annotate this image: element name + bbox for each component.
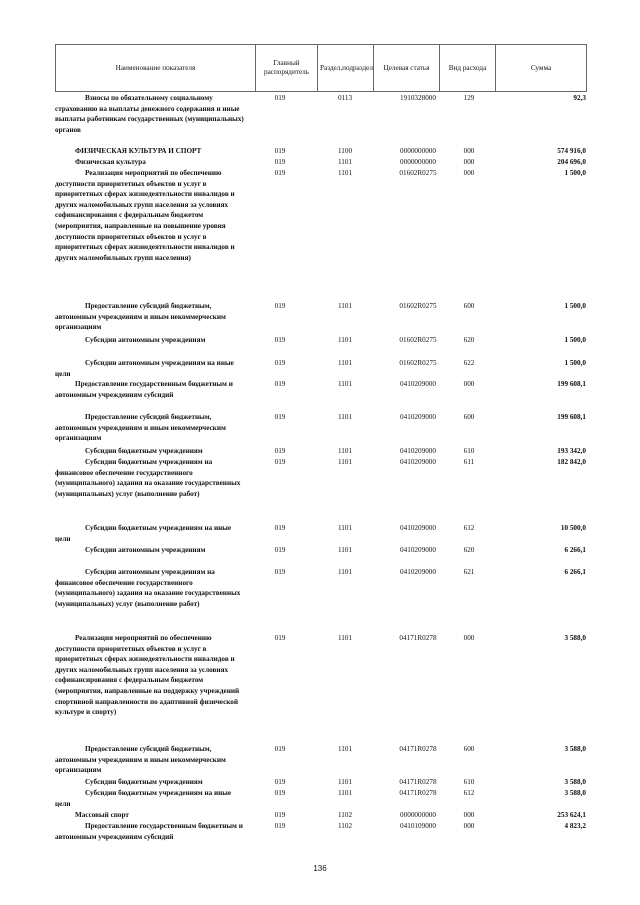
row-manager: 019 — [274, 359, 286, 367]
row-name: Субсидии бюджетным учреждениям — [85, 778, 203, 786]
row-manager: 019 — [274, 546, 286, 554]
row-name: Массовый спорт — [75, 811, 129, 819]
row-name: Реализация мероприятий по обеспечению доступности приоритетных объектов и услуг в приоритетных сферах жизнедеятельности инвалидов и других маломобильных групп населения за условиях софинансирования с федеральным бюджетом (мероприятия, направленные на повышение уровня доступности приоритетных объектов и услуг в приоритетных сферах жизнедеятельности инвалидов и других маломобильных групп населения) — [55, 169, 235, 262]
row-name: Субсидии автономным учреждениям на финансовое обеспечение государственного (муниципального) задания на оказание государственных (муниципальных) услуг (выполнение работ) — [55, 568, 241, 608]
row-type: 000 — [463, 822, 475, 830]
row-manager: 019 — [274, 745, 286, 753]
row-manager: 019 — [274, 458, 286, 466]
row-sum: 3 588,0 — [564, 745, 586, 753]
row-type: 000 — [463, 158, 475, 166]
row-name: Физическая культура — [75, 158, 146, 166]
row-type: 620 — [463, 546, 475, 554]
row-type: 611 — [463, 458, 475, 466]
header-target: Целевая статья — [374, 45, 440, 92]
row-target: 0000000000 — [400, 158, 436, 166]
row-target: 0410209000 — [400, 568, 436, 576]
row-section: 1101 — [337, 336, 353, 344]
row-sum: 10 500,0 — [560, 524, 586, 532]
row-manager: 019 — [274, 568, 286, 576]
row-type: 000 — [463, 634, 475, 642]
row-target: 04171R0278 — [399, 778, 437, 786]
header-type: Вид расхода — [440, 45, 496, 92]
row-manager: 019 — [274, 778, 286, 786]
row-sum: 1 500,0 — [564, 336, 586, 344]
row-target: 01602R0275 — [399, 359, 437, 367]
row-name: Субсидии бюджетным учреждениям на иные цели — [55, 789, 232, 808]
row-target: 0410209000 — [400, 380, 436, 388]
row-target: 01602R0275 — [399, 336, 437, 344]
row-target: 01602R0275 — [399, 302, 437, 310]
row-section: 1101 — [337, 789, 353, 797]
header-sum: Сумма — [496, 45, 587, 92]
row-type: 000 — [463, 811, 475, 819]
row-section: 1101 — [337, 524, 353, 532]
row-sum: 3 588,0 — [564, 789, 586, 797]
row-type: 000 — [463, 147, 475, 155]
row-name: Субсидии автономным учреждениям — [85, 336, 206, 344]
row-type: 000 — [463, 169, 475, 177]
row-section: 1101 — [337, 302, 353, 310]
row-manager: 019 — [274, 822, 286, 830]
row-name: Взносы по обязательному социальному страхованию на выплаты денежного содержания и иные выплаты работникам государственных (муниципальных) органов — [55, 94, 244, 134]
row-name: Предоставление государственным бюджетным и автономным учреждениям субсидий — [55, 380, 233, 399]
row-type: 000 — [463, 380, 475, 388]
row-name: ФИЗИЧЕСКАЯ КУЛЬТУРА И СПОРТ — [75, 147, 202, 155]
row-target: 0410209000 — [400, 524, 436, 532]
row-sum: 3 588,0 — [564, 634, 586, 642]
row-section: 1102 — [337, 822, 353, 830]
header-section: Раздел,подраздел — [318, 45, 374, 92]
row-type: 622 — [463, 359, 475, 367]
row-section: 1101 — [337, 447, 353, 455]
row-section: 0113 — [337, 94, 353, 102]
row-target: 1910328000 — [400, 94, 436, 102]
row-sum: 6 266,1 — [564, 568, 586, 576]
row-target: 0000000000 — [400, 147, 436, 155]
row-section: 1101 — [337, 169, 353, 177]
row-section: 1102 — [337, 811, 353, 819]
row-section: 1101 — [337, 568, 353, 576]
row-name: Субсидии бюджетным учреждениям на финансовое обеспечение государственного (муниципального) задания на оказание государственных (муниципальных) услуг (выполнение работ) — [55, 458, 241, 498]
row-section: 1101 — [337, 413, 353, 421]
table-header — [55, 44, 587, 92]
row-section: 1101 — [337, 778, 353, 786]
row-sum: 574 916,0 — [557, 147, 586, 155]
row-type: 600 — [463, 413, 475, 421]
row-section: 1101 — [337, 634, 353, 642]
row-section: 1101 — [337, 359, 353, 367]
row-target: 0410209000 — [400, 546, 436, 554]
row-section: 1101 — [337, 458, 353, 466]
row-manager: 019 — [274, 634, 286, 642]
row-manager: 019 — [274, 158, 286, 166]
row-manager: 019 — [274, 147, 286, 155]
row-target: 0000000000 — [400, 811, 436, 819]
row-name: Предоставление государственным бюджетным и автономным учреждениям субсидий — [55, 822, 243, 841]
row-manager: 019 — [274, 302, 286, 310]
row-target: 0410209000 — [400, 458, 436, 466]
row-manager: 019 — [274, 336, 286, 344]
row-manager: 019 — [274, 413, 286, 421]
header-manager: Главный распорядитель — [256, 45, 318, 92]
row-target: 04171R0278 — [399, 745, 437, 753]
row-sum: 193 342,0 — [557, 447, 586, 455]
row-target: 04171R0278 — [399, 634, 437, 642]
row-name: Субсидии автономным учреждениям — [85, 546, 206, 554]
row-sum: 204 696,0 — [557, 158, 586, 166]
row-section: 1100 — [337, 147, 353, 155]
row-sum: 253 624,1 — [557, 811, 586, 819]
row-manager: 019 — [274, 447, 286, 455]
row-manager: 019 — [274, 789, 286, 797]
row-sum: 1 500,0 — [564, 169, 586, 177]
row-sum: 1 500,0 — [564, 359, 586, 367]
row-manager: 019 — [274, 380, 286, 388]
row-type: 612 — [463, 789, 475, 797]
row-section: 1101 — [337, 745, 353, 753]
row-type: 621 — [463, 568, 475, 576]
row-section: 1101 — [337, 158, 353, 166]
row-sum: 199 608,1 — [557, 413, 586, 421]
row-name: Субсидии автономным учреждениям на иные цели — [55, 359, 234, 378]
row-type: 129 — [463, 94, 475, 102]
row-target: 0410209000 — [400, 413, 436, 421]
row-manager: 019 — [274, 524, 286, 532]
row-sum: 3 588,0 — [564, 778, 586, 786]
row-target: 04171R0278 — [399, 789, 437, 797]
row-type: 600 — [463, 302, 475, 310]
row-target: 01602R0275 — [399, 169, 437, 177]
row-sum: 4 823,2 — [564, 822, 586, 830]
row-type: 600 — [463, 745, 475, 753]
row-name: Субсидии бюджетным учреждениям — [85, 447, 203, 455]
row-section: 1101 — [337, 380, 353, 388]
row-name: Предоставление субсидий бюджетным, автономным учреждениям и иным некоммерческим организациям — [55, 302, 226, 332]
row-section: 1101 — [337, 546, 353, 554]
row-manager: 019 — [274, 811, 286, 819]
row-type: 612 — [463, 524, 475, 532]
row-name: Субсидии бюджетным учреждениям на иные цели — [55, 524, 232, 543]
row-sum: 199 608,1 — [557, 380, 586, 388]
row-sum: 92,3 — [573, 94, 586, 102]
row-target: 0410209000 — [400, 447, 436, 455]
row-manager: 019 — [274, 94, 286, 102]
row-sum: 1 500,0 — [564, 302, 586, 310]
page-number: 136 — [313, 864, 327, 873]
header-name: Наименование показателя — [56, 45, 256, 92]
row-manager: 019 — [274, 169, 286, 177]
row-type: 610 — [463, 447, 475, 455]
row-name: Предоставление субсидий бюджетным, автономным учреждениям и иным некоммерческим организациям — [55, 745, 226, 775]
row-target: 0410109000 — [400, 822, 436, 830]
row-type: 620 — [463, 336, 475, 344]
row-type: 610 — [463, 778, 475, 786]
row-sum: 6 266,1 — [564, 546, 586, 554]
row-name: Реализация мероприятий по обеспечению доступности приоритетных объектов и услуг в приоритетных сферах жизнедеятельности инвалидов и других маломобильных групп населения за условиях софинансирования с федеральным бюджетом (мероприятия, направленные на поддержку учреждений спортивной направленности по адаптивной физической культуре и спорту) — [55, 634, 240, 717]
row-name: Предоставление субсидий бюджетным, автономным учреждениям и иным некоммерческим организациям — [55, 413, 226, 443]
row-sum: 182 842,0 — [557, 458, 586, 466]
